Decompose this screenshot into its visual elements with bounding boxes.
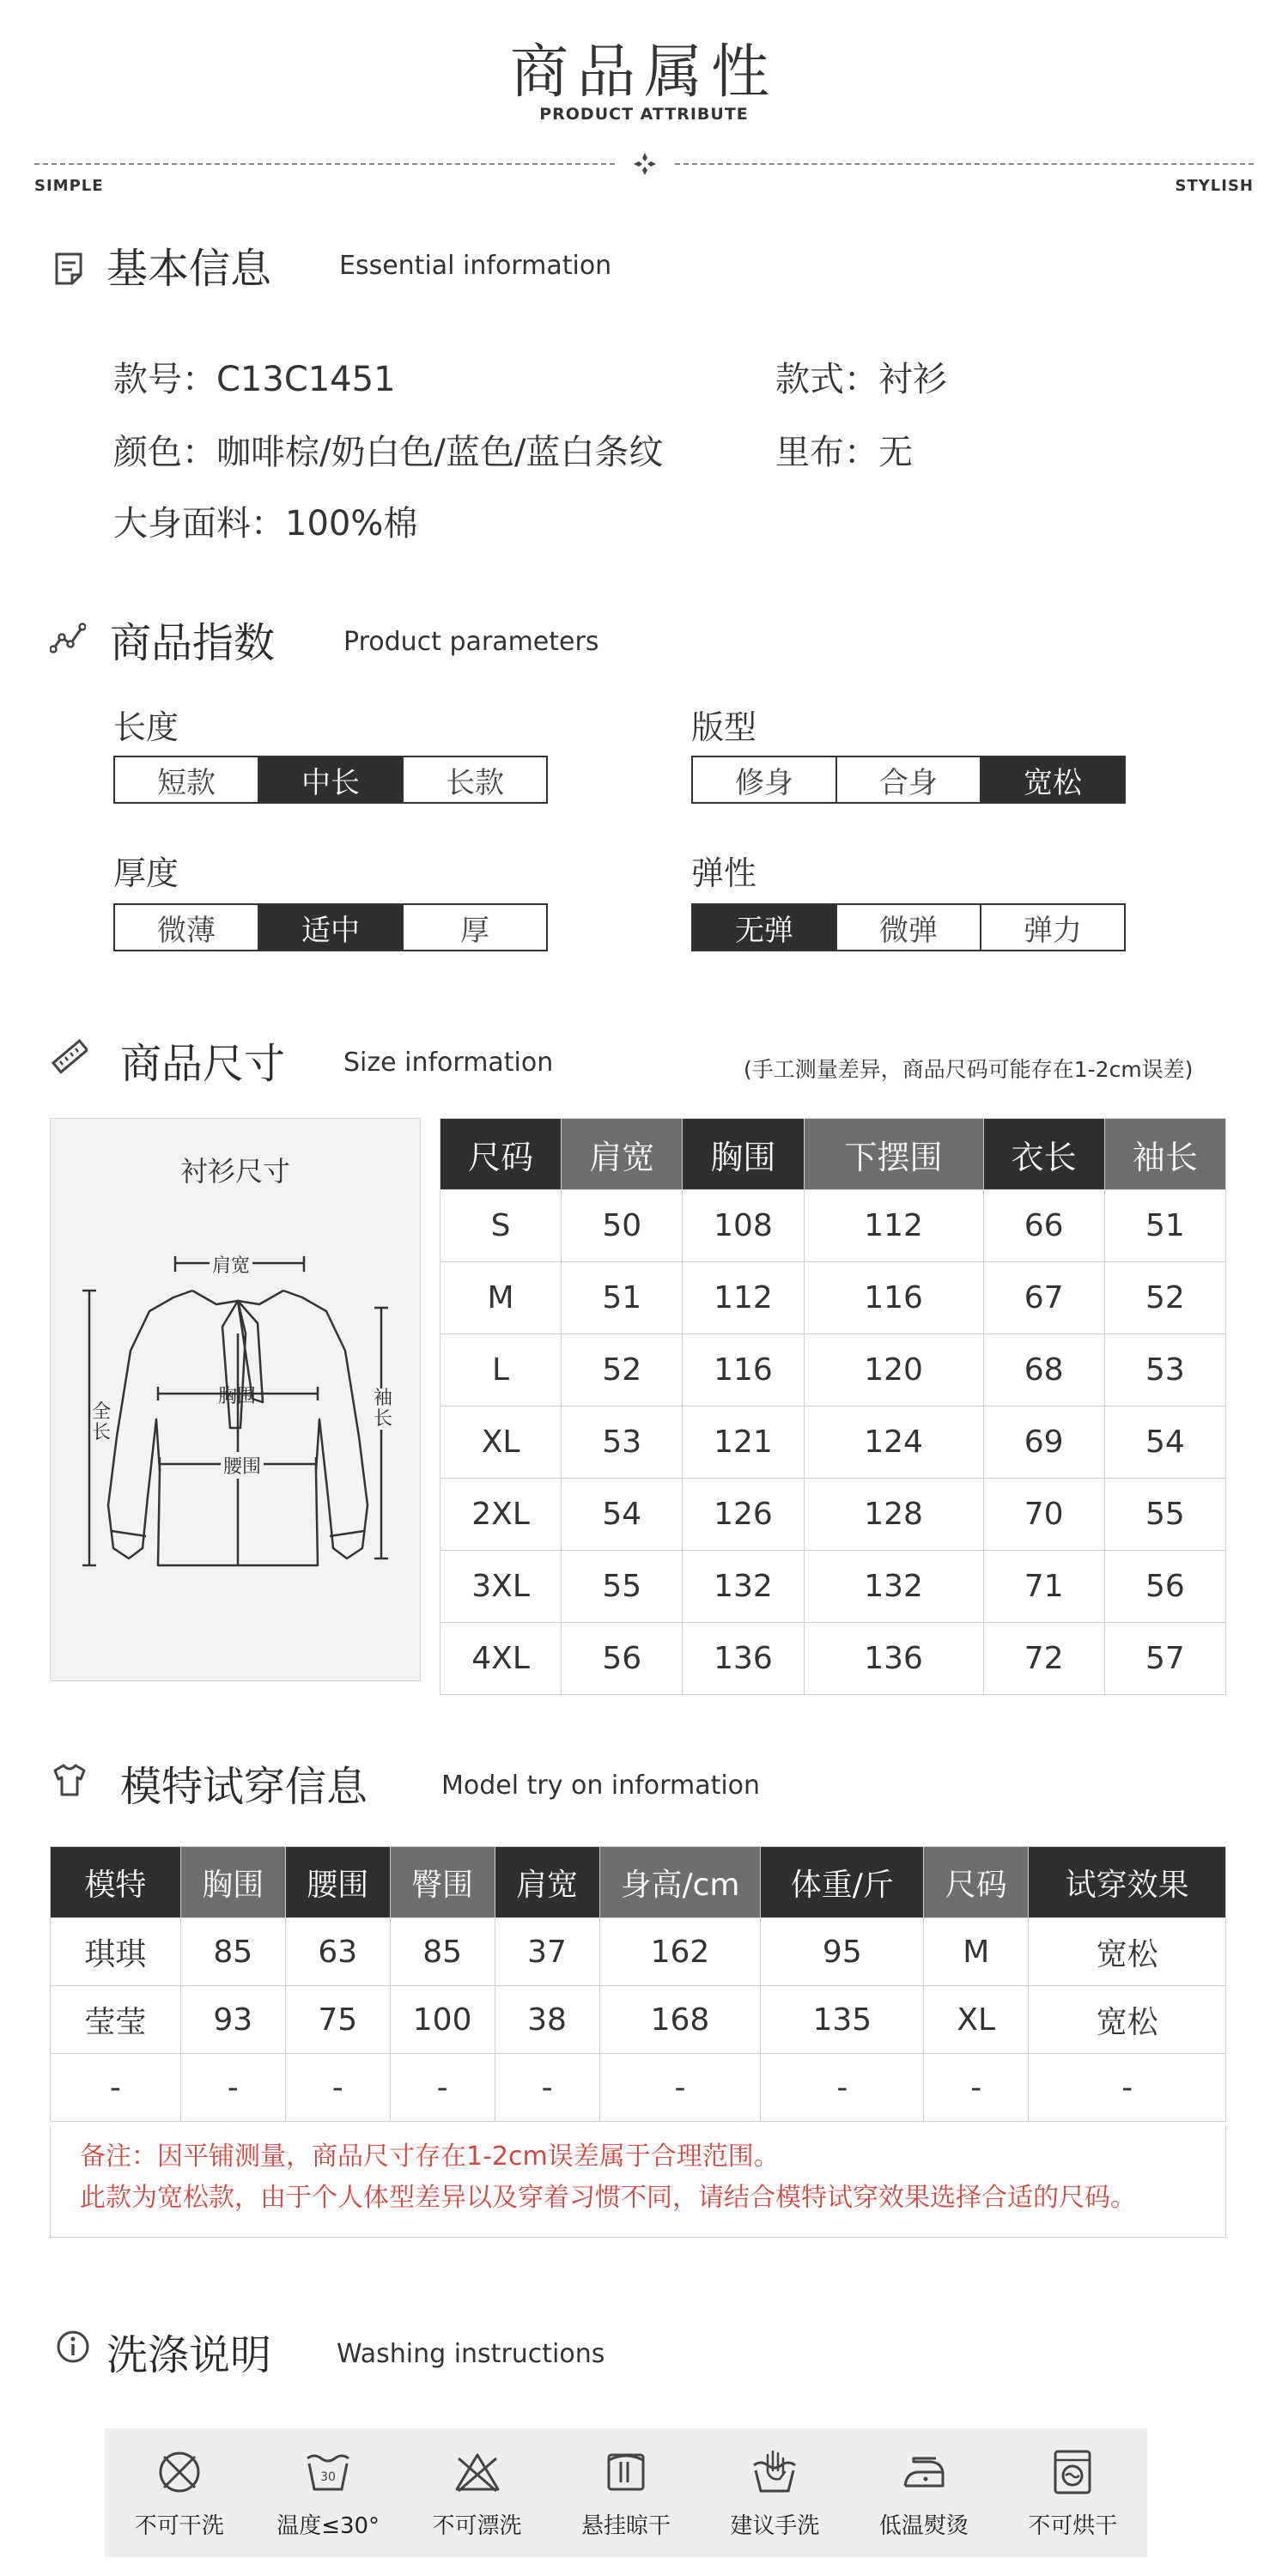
page-subtitle: PRODUCT ATTRIBUTE (539, 105, 749, 124)
col-header: 肩宽 (562, 1119, 683, 1190)
table-cell: 132 (804, 1551, 983, 1623)
table-row (440, 1262, 1226, 1334)
divider-left (34, 163, 615, 165)
table-cell: - (495, 2054, 599, 2122)
param-label-fit: 版型 (691, 708, 757, 746)
col-header: 袖长 (1104, 1119, 1225, 1190)
model-name-cell: 莹莹 (51, 1986, 181, 2054)
size-table-header (440, 1119, 1226, 1190)
hang-dry-icon (600, 2446, 652, 2498)
size-label-cell: M (440, 1262, 562, 1334)
param-label-thickness: 厚度 (113, 854, 179, 892)
table-cell: 72 (983, 1623, 1104, 1695)
table-row (440, 1406, 1226, 1479)
table-cell: 85 (180, 1918, 285, 1986)
size-label-cell: 3XL (440, 1551, 562, 1623)
table-cell: 124 (804, 1406, 983, 1479)
size-label-cell: S (440, 1190, 562, 1262)
table-cell: 126 (683, 1479, 804, 1551)
col-header: 胸围 (180, 1847, 285, 1918)
param-option-selected: 宽松 (980, 757, 1124, 802)
model-name-cell: 琪琪 (51, 1918, 181, 1986)
label-length: 全长 (92, 1401, 112, 1443)
table-row (51, 2054, 1226, 2122)
param-option: 微弹 (835, 905, 980, 950)
style-number: 款号：C13C1451 (113, 360, 396, 399)
wash-label: 建议手洗 (730, 2512, 820, 2539)
table-cell: 116 (683, 1334, 804, 1406)
table-cell: 112 (683, 1262, 804, 1334)
section-subtitle-model: Model try on information (441, 1771, 761, 1801)
col-header: 体重/斤 (761, 1847, 924, 1918)
model-table-header (51, 1847, 1226, 1918)
size-table (440, 1118, 1226, 1695)
table-cell: 51 (1104, 1190, 1225, 1262)
divider-right (675, 163, 1254, 165)
table-cell: 57 (1104, 1623, 1225, 1695)
table-cell: 69 (983, 1406, 1104, 1479)
col-header: 下摆围 (804, 1119, 983, 1190)
table-cell: - (1029, 2054, 1226, 2122)
table-cell: 70 (983, 1479, 1104, 1551)
color-info: 颜色：咖啡棕/奶白色/蓝色/蓝白条纹 (113, 433, 664, 472)
section-subtitle-size: Size information (343, 1048, 554, 1078)
label-sleeve: 袖长 (374, 1388, 393, 1430)
param-option-selected: 无弹 (693, 905, 835, 950)
size-label-cell: 2XL (440, 1479, 562, 1551)
line-chart-icon (50, 620, 86, 656)
param-option: 厚 (402, 905, 546, 950)
section-title-params: 商品指数 (110, 619, 276, 667)
table-cell: 128 (804, 1479, 983, 1551)
size-label-cell: 4XL (440, 1623, 562, 1695)
param-label-elasticity: 弹性 (691, 854, 757, 892)
label-waist: 腰围 (221, 1452, 264, 1479)
fabric-info: 大身面料：100%棉 (113, 504, 418, 544)
size-diagram-title: 衬衫尺寸 (179, 1155, 290, 1188)
wash-label: 低温熨烫 (878, 2512, 969, 2539)
size-note: (手工测量差异，商品尺码可能存在1-2cm误差) (744, 1057, 1194, 1082)
table-cell: 116 (804, 1262, 983, 1334)
table-cell: 53 (1104, 1334, 1225, 1406)
table-cell: M (924, 1918, 1029, 1986)
param-option: 短款 (157, 765, 216, 800)
section-subtitle-wash: Washing instructions (337, 2339, 605, 2369)
wash-30-icon (302, 2446, 354, 2498)
wash-label: 悬挂晾干 (580, 2512, 671, 2539)
model-note-box (50, 2126, 1226, 2238)
table-cell: 168 (599, 1986, 761, 2054)
col-header: 身高/cm (599, 1847, 761, 1918)
table-cell: 68 (983, 1334, 1104, 1406)
table-cell: - (390, 2054, 495, 2122)
param-elasticity-selector (691, 903, 1126, 951)
label-shoulder: 肩宽 (210, 1251, 252, 1278)
table-cell: 67 (983, 1262, 1104, 1334)
table-cell: 54 (562, 1479, 683, 1551)
table-cell: 112 (804, 1190, 983, 1262)
shirt-diagram-icon (64, 1222, 407, 1600)
no-bleach-icon (452, 2446, 503, 2498)
section-subtitle-params: Product parameters (343, 627, 599, 657)
param-option: 修身 (735, 765, 793, 800)
table-cell: 108 (683, 1190, 804, 1262)
model-table (50, 1846, 1226, 2122)
stylish-tag: STYLISH (1175, 177, 1254, 195)
table-cell: 51 (562, 1262, 683, 1334)
table-cell: 63 (285, 1918, 390, 1986)
note-measurement: 备注：因平铺测量，商品尺寸存在1-2cm误差属于合理范围。 (80, 2142, 780, 2172)
table-cell: 50 (562, 1190, 683, 1262)
section-title-size: 商品尺寸 (120, 1040, 286, 1088)
size-label-cell: XL (440, 1406, 562, 1479)
table-row (440, 1479, 1226, 1551)
table-cell: - (285, 2054, 390, 2122)
ornament-icon (632, 151, 658, 177)
table-cell: 75 (285, 1986, 390, 2054)
col-header: 肩宽 (495, 1847, 599, 1918)
table-cell: 135 (761, 1986, 924, 2054)
document-icon (52, 251, 88, 287)
table-cell: 54 (1104, 1406, 1225, 1479)
wash-item (119, 2446, 240, 2540)
wash-item (864, 2446, 984, 2540)
table-row (440, 1551, 1226, 1623)
table-cell: 52 (1104, 1262, 1225, 1334)
model-name-cell: - (51, 2054, 181, 2122)
label-chest: 胸围 (218, 1386, 257, 1407)
note-fit: 此款为宽松款，由于个人体型差异以及穿着习惯不同，请结合模特试穿效果选择合适的尺码。 (80, 2183, 1136, 2213)
style-type: 款式：衬衫 (775, 360, 947, 399)
col-header: 尺码 (924, 1847, 1029, 1918)
table-cell: - (180, 2054, 285, 2122)
wash-label: 不可漂洗 (432, 2512, 522, 2539)
param-length-selector (113, 756, 548, 804)
no-dry-clean-icon (154, 2446, 205, 2498)
table-row (51, 1918, 1226, 1986)
table-cell: XL (924, 1986, 1029, 2054)
col-header: 试穿效果 (1029, 1847, 1226, 1918)
col-header: 腰围 (285, 1847, 390, 1918)
col-header: 尺码 (440, 1119, 562, 1190)
table-cell: 136 (804, 1623, 983, 1695)
wash-label: 不可干洗 (134, 2512, 224, 2539)
table-cell: 132 (683, 1551, 804, 1623)
table-cell: - (924, 2054, 1029, 2122)
param-label-length: 长度 (113, 708, 179, 746)
col-header: 模特 (51, 1847, 181, 1918)
lining-info: 里布：无 (775, 433, 913, 472)
wash-panel (105, 2428, 1147, 2557)
table-cell: 136 (683, 1623, 804, 1695)
param-option: 微薄 (157, 913, 216, 948)
table-cell: 56 (1104, 1551, 1225, 1623)
table-cell: 55 (562, 1551, 683, 1623)
table-cell: 55 (1104, 1479, 1225, 1551)
no-tumble-dry-icon (1047, 2446, 1098, 2498)
table-cell: 71 (983, 1551, 1104, 1623)
table-row (440, 1190, 1226, 1262)
table-cell: 52 (562, 1334, 683, 1406)
param-option-selected: 适中 (258, 905, 402, 950)
wash-item (714, 2446, 835, 2540)
table-cell: 38 (495, 1986, 599, 2054)
info-icon (55, 2329, 91, 2365)
table-cell: - (599, 2054, 761, 2122)
table-cell: 120 (804, 1334, 983, 1406)
wash-item (268, 2446, 388, 2540)
table-row (440, 1623, 1226, 1695)
section-title-basic: 基本信息 (106, 245, 272, 293)
wash-item (1012, 2446, 1133, 2540)
table-row (440, 1334, 1226, 1406)
table-cell: - (761, 2054, 924, 2122)
param-option: 合身 (835, 757, 980, 802)
col-header: 臀围 (390, 1847, 495, 1918)
simple-tag: SIMPLE (34, 177, 104, 195)
param-option: 弹力 (980, 905, 1124, 950)
svg-text:30: 30 (320, 2470, 337, 2484)
size-diagram-panel (50, 1118, 421, 1681)
hand-wash-icon (749, 2446, 800, 2498)
col-header: 胸围 (683, 1119, 804, 1190)
table-cell: 宽松 (1029, 1986, 1226, 2054)
table-cell: 66 (983, 1190, 1104, 1262)
wash-label: 不可烘干 (1028, 2512, 1118, 2539)
section-title-model: 模特试穿信息 (120, 1763, 368, 1811)
section-subtitle-basic: Essential information (339, 251, 612, 281)
wash-label: 温度≤30° (276, 2512, 380, 2539)
tshirt-icon (52, 1762, 88, 1798)
table-cell: 宽松 (1029, 1918, 1226, 1986)
table-cell: 93 (180, 1986, 285, 2054)
col-header: 衣长 (983, 1119, 1104, 1190)
table-cell: 53 (562, 1406, 683, 1479)
page-title: 商品属性 (509, 39, 778, 106)
param-fit-selector (691, 756, 1126, 804)
table-cell: 121 (683, 1406, 804, 1479)
section-title-wash: 洗涤说明 (106, 2331, 272, 2379)
table-cell: 85 (390, 1918, 495, 1986)
ruler-icon (52, 1039, 88, 1075)
table-cell: 56 (562, 1623, 683, 1695)
param-option: 长款 (402, 757, 546, 802)
wash-item (417, 2446, 538, 2540)
table-cell: 95 (761, 1918, 924, 1986)
table-cell: 162 (599, 1918, 761, 1986)
table-cell: 37 (495, 1918, 599, 1986)
wash-item (566, 2446, 686, 2540)
size-label-cell: L (440, 1334, 562, 1406)
low-iron-icon (898, 2446, 950, 2498)
table-cell: 100 (390, 1986, 495, 2054)
table-row (51, 1986, 1226, 2054)
param-option-selected: 中长 (258, 757, 402, 802)
param-thickness-selector (113, 903, 548, 951)
